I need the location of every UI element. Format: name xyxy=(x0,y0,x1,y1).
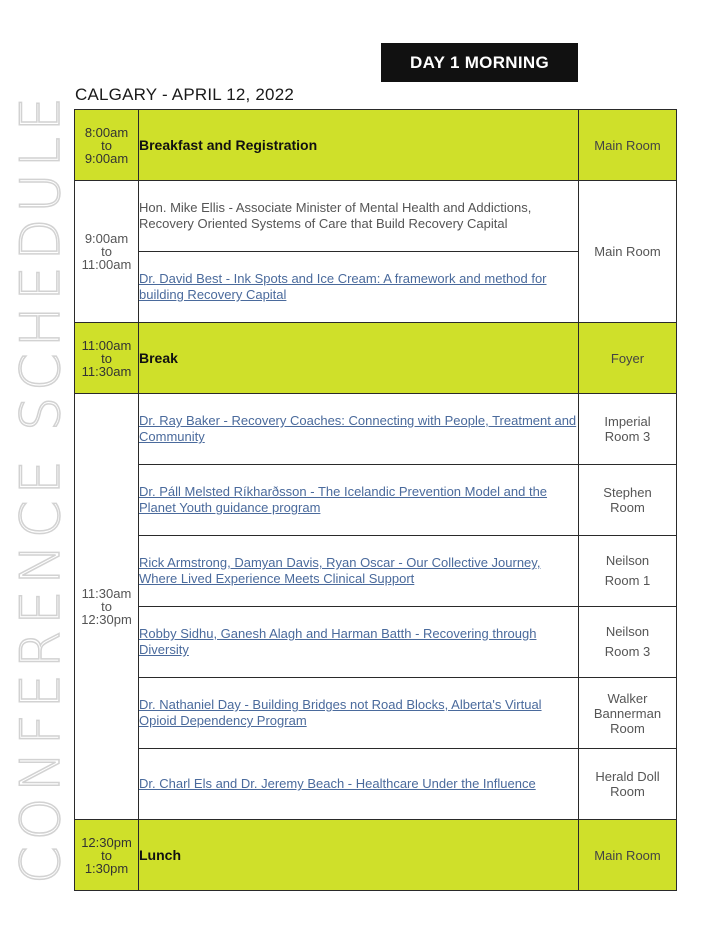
room-line: Foyer xyxy=(610,350,645,366)
session-link[interactable]: Dr. Ray Baker - Recovery Coaches: Connecting with People, Treatment and Community xyxy=(139,413,577,444)
schedule-row-breakout-5 xyxy=(75,678,677,749)
room-line: Bannerman xyxy=(593,705,662,721)
session-title: Breakfast and Registration xyxy=(139,110,579,181)
time-start: 12:30pm xyxy=(81,834,132,850)
room-line: Main Room xyxy=(594,847,661,863)
vertical-title xyxy=(8,86,72,888)
session-link[interactable]: Robby Sidhu, Ganesh Alagh and Harman Batth - Recovering through Diversity xyxy=(139,626,537,657)
session-link[interactable]: Dr. Nathaniel Day - Building Bridges not Road Blocks, Alberta's Virtual Opioid Dependency Program xyxy=(139,697,542,728)
room-line: Room xyxy=(610,500,645,515)
room-cell xyxy=(579,536,677,607)
time-start: 11:30am xyxy=(81,586,132,601)
time-start: 11:00am xyxy=(81,337,132,353)
room-cell xyxy=(579,820,677,891)
room-line: Stephen xyxy=(603,485,652,500)
schedule-row-breakout-3 xyxy=(75,536,677,607)
schedule-row-breakout-1 xyxy=(75,394,677,465)
room-cell xyxy=(579,394,677,465)
time-to: to xyxy=(101,599,112,614)
time-end: 11:30am xyxy=(81,363,132,379)
session-title xyxy=(139,678,579,749)
schedule-table xyxy=(74,109,677,891)
room-line: Neilson xyxy=(605,624,650,639)
room-cell xyxy=(579,678,677,749)
session-title xyxy=(139,536,579,607)
room-line: Herald Doll xyxy=(595,769,660,784)
session-link[interactable]: Dr. David Best - Ink Spots and Ice Cream: A framework and method for building Recovery Capital xyxy=(139,271,547,302)
session-link[interactable]: Rick Armstrong, Damyan Davis, Ryan Oscar - Our Collective Journey, Where Lived Experience Meets Clinical Support xyxy=(139,555,541,586)
time-to: to xyxy=(101,350,112,366)
time-to: to xyxy=(101,244,112,259)
session-title xyxy=(139,465,579,536)
schedule-row-break xyxy=(75,323,677,394)
room-cell xyxy=(579,110,677,181)
schedule-row-breakfast xyxy=(75,110,677,181)
time-to: to xyxy=(101,847,112,863)
session-link[interactable]: Dr. Charl Els and Dr. Jeremy Beach - Healthcare Under the Influence xyxy=(139,776,536,791)
time-start: 8:00am xyxy=(84,124,129,140)
time-end: 11:00am xyxy=(81,257,132,272)
session-title xyxy=(139,252,579,323)
room-cell xyxy=(579,749,677,820)
time-cell xyxy=(75,323,139,394)
room-cell xyxy=(579,181,677,323)
time-start: 9:00am xyxy=(84,231,129,246)
room-line: Room xyxy=(610,720,645,736)
schedule-row-breakout-6 xyxy=(75,749,677,820)
room-line: Room 3 xyxy=(604,429,651,444)
day-badge xyxy=(381,43,578,82)
room-line: Main Room xyxy=(594,244,661,259)
session-link[interactable]: Dr. Páll Melsted Ríkharðsson - The Icelandic Prevention Model and the Planet Youth guidance program xyxy=(139,484,548,515)
session-title xyxy=(139,749,579,820)
time-cell xyxy=(75,110,139,181)
schedule-row-breakout-2 xyxy=(75,465,677,536)
time-cell xyxy=(75,394,139,820)
room-line: Room xyxy=(610,784,645,799)
time-cell xyxy=(75,181,139,323)
vertical-title-text: CONFERENCE SCHEDULE xyxy=(8,90,72,884)
city-date: CALGARY - APRIL 12, 2022 xyxy=(75,85,295,104)
schedule-row-breakout-4 xyxy=(75,607,677,678)
session-title: Hon. Mike Ellis - Associate Minister of Mental Health and Addictions, Recovery Oriented Systems of Care that Build Recovery Capital xyxy=(139,181,579,252)
session-title: Lunch xyxy=(139,820,579,891)
room-line: Walker xyxy=(607,690,648,706)
time-cell xyxy=(75,820,139,891)
room-cell xyxy=(579,465,677,536)
session-title xyxy=(139,607,579,678)
room-line: Imperial xyxy=(604,414,651,429)
room-line: Room 3 xyxy=(604,644,651,659)
session-title xyxy=(139,394,579,465)
time-to: to xyxy=(101,137,112,153)
session-title: Break xyxy=(139,323,579,394)
room-cell xyxy=(579,607,677,678)
time-end: 9:00am xyxy=(84,150,129,166)
room-line: Neilson xyxy=(605,553,650,568)
schedule-row-lunch xyxy=(75,820,677,891)
time-end: 12:30pm xyxy=(81,612,132,627)
room-line: Room 1 xyxy=(604,573,651,588)
room-cell xyxy=(579,323,677,394)
day-label: DAY 1 MORNING xyxy=(410,52,549,72)
room-line: Main Room xyxy=(594,137,661,153)
time-end: 1:30pm xyxy=(84,860,129,876)
schedule-row-plenary xyxy=(75,181,677,252)
